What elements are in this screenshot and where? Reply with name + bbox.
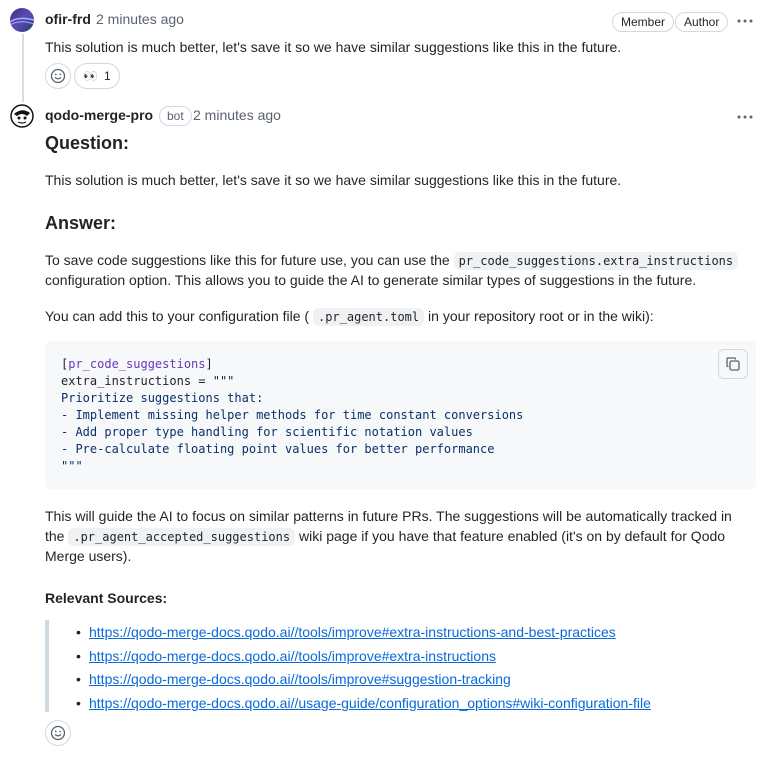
answer-text: To save code suggestions like this for future use, you can use the [45, 252, 450, 268]
bot-badge: bot [159, 106, 192, 126]
answer-paragraph-1-line-1 [45, 250, 738, 271]
inline-code: .pr_agent.toml [313, 308, 424, 326]
code-line: """ [61, 459, 83, 473]
comment-author[interactable]: qodo-merge-pro [45, 107, 154, 123]
answer-text: You can add this to your configuration file ( [45, 308, 310, 324]
source-link[interactable]: https://qodo-merge-docs.qodo.ai//tools/improve#extra-instructions-and-best-practices [89, 624, 616, 640]
comment-menu-button[interactable] [736, 109, 754, 128]
answer-paragraph-2 [45, 306, 654, 327]
comment-menu-button[interactable] [736, 13, 754, 32]
code-content [61, 356, 523, 475]
code-line: - Add proper type handling for scientific notation values [61, 425, 473, 439]
kebab-horizontal-icon [736, 13, 754, 29]
kebab-horizontal-icon [736, 109, 754, 125]
eyes-emoji-icon: 👀 [83, 69, 98, 83]
answer-paragraph-1-line-2: configuration option. This allows you to guide the AI to generate similar types of suggestions in the future. [45, 272, 697, 288]
inline-code: .pr_agent_accepted_suggestions [68, 528, 295, 546]
comment-timestamp[interactable]: 2 minutes ago [96, 11, 184, 27]
smiley-icon [50, 725, 66, 741]
add-reaction-button[interactable] [45, 720, 71, 746]
author-badge: Author [675, 12, 728, 32]
answer-text: in your repository root or in the wiki): [428, 308, 654, 324]
source-link[interactable]: https://qodo-merge-docs.qodo.ai//tools/improve#suggestion-tracking [89, 671, 511, 687]
source-list-item [76, 669, 511, 689]
bullet: • [76, 648, 81, 664]
copy-code-button[interactable] [718, 349, 748, 379]
code-section-name: pr_code_suggestions [68, 357, 206, 371]
code-line: extra_instructions = """ [61, 374, 235, 388]
answer-text: the [45, 528, 65, 544]
inline-code: pr_code_suggestions.extra_instructions [454, 252, 739, 270]
source-link[interactable]: https://qodo-merge-docs.qodo.ai//usage-guide/configuration_options#wiki-configuration-file [89, 695, 651, 711]
avatar-ofir-frd[interactable] [10, 8, 34, 32]
smiley-icon [50, 68, 66, 84]
member-badge: Member [612, 12, 674, 32]
comment-timestamp[interactable]: 2 minutes ago [193, 107, 281, 123]
question-heading: Question: [45, 133, 129, 153]
blockquote-bar [45, 620, 49, 712]
code-block [45, 341, 756, 489]
relevant-sources-heading: Relevant Sources: [45, 590, 168, 606]
answer-paragraph-3-line-1: This will guide the AI to focus on similar patterns in future PRs. The suggestions will be automatically tracked in [45, 508, 732, 524]
question-text: This solution is much better, let's save it so we have similar suggestions like this in the future. [45, 172, 622, 188]
bullet: • [76, 671, 81, 687]
add-reaction-button[interactable] [45, 63, 71, 89]
code-line: - Implement missing helper methods for time constant conversions [61, 408, 524, 422]
source-link[interactable]: https://qodo-merge-docs.qodo.ai//tools/improve#extra-instructions [89, 648, 496, 664]
bullet: • [76, 624, 81, 640]
answer-text: wiki page if you have that feature enabled (it's on by default for Qodo [299, 528, 726, 544]
comment-author[interactable]: ofir-frd [45, 11, 91, 27]
answer-paragraph-3-line-3: Merge users). [45, 548, 132, 564]
qodo-avatar-icon [10, 104, 34, 128]
code-line: [pr_code_suggestions] [61, 357, 213, 371]
code-line: - Pre-calculate floating point values for better performance [61, 442, 495, 456]
source-list-item [76, 622, 616, 642]
comment-body: This solution is much better, let's save it so we have similar suggestions like this in the future. [45, 39, 622, 55]
answer-heading: Answer: [45, 213, 117, 233]
avatar-qodo-merge-pro[interactable] [10, 104, 34, 128]
code-line: Prioritize suggestions that: [61, 391, 264, 405]
copy-icon [725, 356, 741, 372]
answer-paragraph-3-line-2 [45, 526, 725, 547]
source-list-item [76, 646, 496, 666]
reaction-count: 1 [103, 69, 111, 83]
source-list-item [76, 693, 651, 713]
eyes-reaction-button[interactable] [74, 63, 120, 89]
timeline-connector [22, 34, 24, 102]
bullet: • [76, 695, 81, 711]
